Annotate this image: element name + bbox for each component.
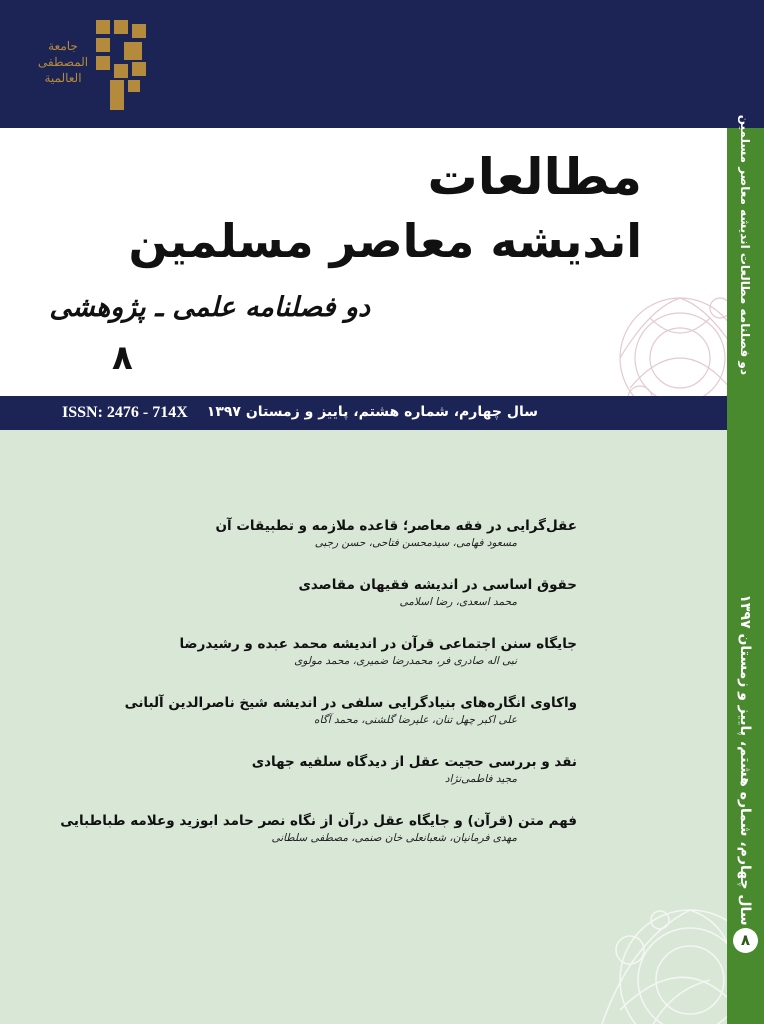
issue-number: ۸ xyxy=(112,338,133,378)
article-authors: نبی اله صادری فر، محمدرضا ضمیری، محمد مولوی xyxy=(294,655,517,667)
article-authors: مجید فاطمی‌نژاد xyxy=(444,773,517,785)
article-title: حقوق اساسی در اندیشه فقیهان مقاصدی xyxy=(298,577,577,593)
journal-subtitle: دو فصلنامه علمی ـ پژوهشی xyxy=(49,292,370,323)
arabesque-ornament-icon xyxy=(570,248,727,396)
journal-title-line2: اندیشه معاصر مسلمین xyxy=(128,214,642,268)
list-item xyxy=(117,575,577,634)
arabesque-ornament-icon xyxy=(560,830,727,1024)
list-item xyxy=(117,752,577,811)
article-authors: مسعود فهامی، سیدمحسن فتاحی، حسن رجبی xyxy=(314,537,517,549)
list-item xyxy=(117,693,577,752)
article-authors: محمد اسعدی، رضا اسلامی xyxy=(399,596,517,608)
spine-top xyxy=(727,0,764,128)
article-title: فهم متن (قرآن) و جایگاه عقل درآن از نگاه نصر حامد ابوزید وعلامه طباطبایی xyxy=(60,813,577,829)
article-title: جایگاه سنن اجتماعی قرآن در اندیشه محمد عبده و رشیدرضا xyxy=(179,636,577,652)
journal-title-line1: مطالعات xyxy=(427,148,642,206)
list-item xyxy=(117,516,577,575)
spine-issue-number: ۸ xyxy=(733,928,758,953)
list-item xyxy=(60,811,577,870)
issue-info: سال چهارم، شماره هشتم، پاییز و زمستان ۱۳۹۷ xyxy=(206,404,538,420)
article-title: واکاوی انگاره‌های بنیادگرایی سلفی در اندیشه شیخ ناصرالدین آلبانی xyxy=(124,695,577,711)
list-item xyxy=(117,634,577,693)
article-title: عقل‌گرایی در فقه معاصر؛ قاعده ملازمه و تطبیقات آن xyxy=(215,518,577,534)
article-title: نقد و بررسی حجیت عقل از دیدگاه سلفیه جهادی xyxy=(251,754,577,770)
issn-label: ISSN: 2476 - 714X xyxy=(62,404,188,421)
spine-title: دو فصلنامه مطالعات اندیشه معاصر مسلمین xyxy=(738,114,752,375)
article-authors: مهدی فرمانیان، شعبانعلی خان صنمی، مصطفی سلطانی xyxy=(271,832,517,844)
article-authors: علی اکبر چهل تنان، علیرضا گلشنی، محمد آگاه xyxy=(314,714,517,726)
spine-issue-info: سال چهارم، شماره هشتم، پاییز و زمستان ۱۳۹۷ xyxy=(737,594,753,926)
table-of-contents xyxy=(60,516,577,870)
logo-text: جامعة المصطفى العالمية xyxy=(37,39,89,85)
